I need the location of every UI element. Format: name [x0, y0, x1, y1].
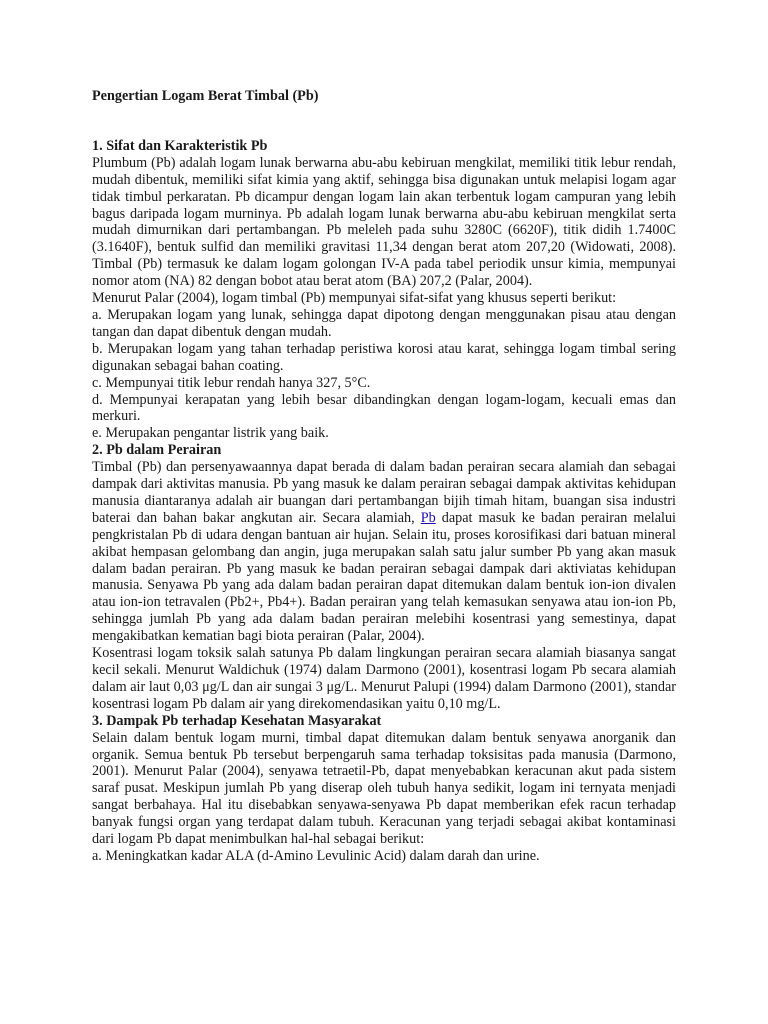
list-item: d. Mempunyai kerapatan yang lebih besar dibandingkan dengan logam-logam, kecuali emas dan merkuri.	[92, 391, 676, 425]
paragraph-text: dapat masuk ke badan perairan melalui pengkristalan Pb di udara dengan bantuan air hujan. Selain itu, proses korosifikasi dari batuan mineral akibat hempasan gelombang dan angin, juga merupakan salah satu jalur sumber Pb yang akan masuk dalam badan perairan. Pb yang masuk ke badan perairan sebagai dampak dari aktiviatas kehidupan manusia. Senyawa Pb yang ada dalam badan perairan dapat ditemukan dalam bentuk ion-ion divalen atau ion-ion tetravalen (Pb2+, Pb4+). Badan perairan yang telah kemasukan senyawa atau ion-ion Pb, sehingga jumlah Pb yang ada dalam badan perairan melebihi kosentrasi yang semestinya, dapat mengakibatkan kematian bagi biota perairan (Palar, 2004).	[92, 509, 676, 645]
paragraph: Plumbum (Pb) adalah logam lunak berwarna abu-abu kebiruan mengkilat, memiliki titik lebur rendah, mudah dibentuk, memiliki sifat kimia yang aktif, sehingga bisa digunakan untuk melapisi logam agar tidak timbul perkaratan. Pb dicampur dengan logam lain akan terbentuk logam campuran yang lebih bagus daripada logam murninya. Pb adalah logam lunak berwarna abu-abu kebiruan mengkilat serta mudah dimurnikan dari pertambangan. Pb meleleh pada suhu 3280C (6620F), titik didih 1.7400C (3.1640F), bentuk sulfid dan memiliki gravitasi 11,34 dengan berat atom 207,20 (Widowati, 2008). Timbal (Pb) termasuk ke dalam logam golongan IV-A pada tabel periodik unsur kimia, mempunyai nomor atom (NA) 82 dengan bobot atau berat atom (BA) 207,2 (Palar, 2004).	[92, 154, 676, 290]
list-item: c. Mempunyai titik lebur rendah hanya 327, 5°C.	[92, 374, 371, 391]
paragraph	[92, 459, 676, 645]
pb-link[interactable]: Pb	[420, 509, 436, 526]
section-heading-perairan: 2. Pb dalam Perairan	[92, 442, 222, 459]
list-item: b. Merupakan logam yang tahan terhadap peristiwa korosi atau karat, sehingga logam timbal sering digunakan sebagai bahan coating.	[92, 340, 676, 374]
paragraph-text: Timbal (Pb) dan persenyawaannya dapat berada di dalam badan perairan secara alamiah dan sebagai dampak dari aktivitas manusia. Pb yang masuk ke dalam perairan sebagai dampak aktivitas kehidupan manusia diantaranya adalah air buangan dari pertambangan bijih timah hitam, buangan sisa industri baterai dan bahan bakar angkutan air. Secara alamiah,	[92, 459, 676, 526]
document-title: Pengertian Logam Berat Timbal (Pb)	[92, 88, 319, 104]
section-heading-dampak: 3. Dampak Pb terhadap Kesehatan Masyarakat	[92, 712, 382, 729]
paragraph: Kosentrasi logam toksik salah satunya Pb dalam lingkungan perairan secara alamiah biasanya sangat kecil sekali. Menurut Waldichuk (1974) dalam Darmono (2001), kosentrasi logam Pb secara alamiah dalam air laut 0,03 μg/L dan air sungai 3 μg/L. Menurut Palupi (1994) dalam Darmono (2001), standar kosentrasi logam Pb dalam air yang direkomendasikan yaitu 0,10 mg/L.	[92, 645, 676, 712]
list-item: a. Merupakan logam yang lunak, sehingga dapat dipotong dengan menggunakan pisau atau dengan tangan dan dapat dibentuk dengan mudah.	[92, 306, 676, 340]
list-item: a. Meningkatkan kadar ALA (d-Amino Levulinic Acid) dalam darah dan urine.	[92, 847, 540, 864]
section-heading-sifat: 1. Sifat dan Karakteristik Pb	[92, 137, 268, 154]
document-page	[92, 88, 676, 865]
paragraph: Selain dalam bentuk logam murni, timbal dapat ditemukan dalam bentuk senyawa anorganik dan organik. Semua bentuk Pb tersebut berpengaruh sama terhadap toksisitas pada manusia (Darmono, 2001). Menurut Palar (2004), senyawa tetraetil-Pb, dapat menyebabkan keracunan akut pada sistem saraf pusat. Meskipun jumlah Pb yang diserap oleh tubuh hanya sedikit, logam ini ternyata menjadi sangat berbahaya. Hal itu disebabkan senyawa-senyawa Pb dapat memberikan efek racun terhadap banyak fungsi organ yang terdapat dalam tubuh. Keracunan yang terjadi sebagai akibat kontaminasi dari logam Pb dapat menimbulkan hal-hal sebagai berikut:	[92, 729, 676, 848]
paragraph: Menurut Palar (2004), logam timbal (Pb) mempunyai sifat-sifat yang khusus seperti berikut:	[92, 290, 617, 307]
list-item: e. Merupakan pengantar listrik yang baik.	[92, 425, 329, 442]
